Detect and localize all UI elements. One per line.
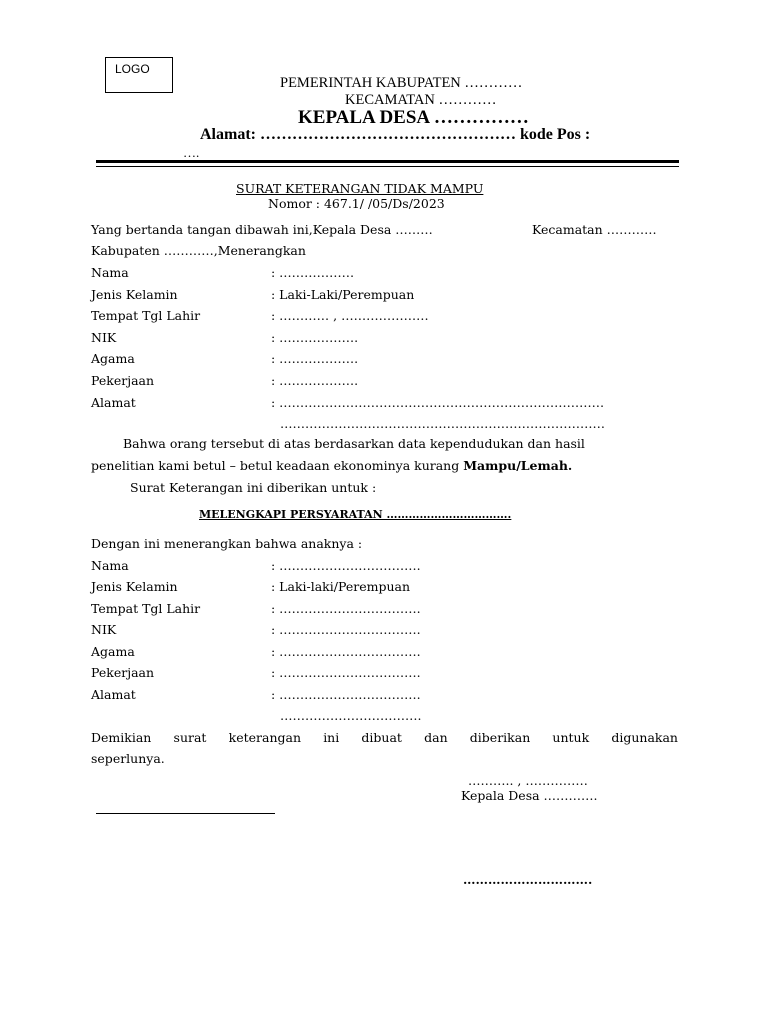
p2-value-address: : ……………………………. (271, 687, 421, 702)
p1-value-gender: : Laki-Laki/Perempuan (271, 287, 415, 302)
p1-value-birth: : ………… , ………………… (271, 308, 429, 323)
statement-line-3: Surat Keterangan ini diberikan untuk : (130, 480, 377, 495)
p2-value-job: : ……………………………. (271, 665, 421, 680)
closing-word: dan (424, 730, 448, 745)
closing-word: Demikian (91, 730, 152, 745)
p2-label-nama: Nama (91, 558, 129, 573)
p1-value-job: : ………………. (271, 373, 359, 388)
p2-label-address: Alamat (91, 687, 136, 702)
closing-word: ini (323, 730, 340, 745)
logo-text: LOGO (115, 62, 150, 76)
p2-value-nik: : ……………………………. (271, 622, 421, 637)
signature-line (96, 813, 275, 814)
p1-label-job: Pekerjaan (91, 373, 155, 388)
p2-label-gender: Jenis Kelamin (91, 579, 178, 594)
closing-word: digunakan (611, 730, 678, 745)
closing-line-1 (91, 730, 678, 745)
p1-value-nik: : ………………. (271, 330, 359, 345)
p1-value-address: : …………………………………………………………………… (271, 395, 605, 410)
p2-label-job: Pekerjaan (91, 665, 155, 680)
header-district: KECAMATAN ………… (345, 92, 497, 108)
p2-value-nama: : ……………………………. (271, 558, 421, 573)
closing-word: untuk (552, 730, 590, 745)
statement-line-2 (91, 458, 572, 473)
header-rule-thick (96, 160, 679, 163)
p1-value-religion: : ………………. (271, 351, 359, 366)
header-address: Alamat: ………………………………………… kode Pos : (200, 126, 591, 143)
header-address-cont: …. (183, 145, 200, 160)
intro-line-1a: Yang bertanda tangan dibawah ini,Kepala Desa ……… (91, 222, 433, 237)
p2-label-religion: Agama (91, 644, 135, 659)
signature-name: …………………………. (463, 872, 593, 887)
p1-label-gender: Jenis Kelamin (91, 287, 178, 302)
signature-position: Kepala Desa …………. (461, 788, 598, 803)
document-title: SURAT KETERANGAN TIDAK MAMPU (236, 181, 484, 196)
statement-line-1: Bahwa orang tersebut di atas berdasarkan data kependudukan dan hasil (123, 436, 585, 451)
purpose-heading: MELENGKAPI PERSYARATAN ……………………………. (199, 508, 512, 521)
header-rule-thin (96, 166, 679, 167)
p2-label-nik: NIK (91, 622, 117, 637)
child-intro: Dengan ini menerangkan bahwa anaknya : (91, 536, 363, 551)
signature-place-date: ……….. , …………… (468, 773, 588, 788)
intro-line-1b: Kecamatan ………… (532, 222, 657, 237)
p2-address-cont: ……………………………. (280, 708, 422, 723)
p2-value-religion: : ……………………………. (271, 644, 421, 659)
p1-value-nama: : ……………… (271, 265, 355, 280)
statement-emphasis: Mampu/Lemah. (463, 458, 573, 473)
closing-word: keterangan (228, 730, 302, 745)
closing-word: dibuat (361, 730, 402, 745)
header-government: PEMERINTAH KABUPATEN ………… (280, 75, 523, 91)
p1-address-cont: …………………………………………………………………… (280, 416, 605, 431)
p1-label-religion: Agama (91, 351, 135, 366)
p2-value-birth: : ……………………………. (271, 601, 421, 616)
closing-word: surat (173, 730, 207, 745)
document-number: Nomor : 467.1/ /05/Ds/2023 (268, 196, 445, 211)
p2-value-gender: : Laki-laki/Perempuan (271, 579, 410, 594)
intro-line-2: Kabupaten …………,Menerangkan (91, 243, 306, 258)
p1-label-birth: Tempat Tgl Lahir (91, 308, 201, 323)
p1-label-address: Alamat (91, 395, 136, 410)
closing-line-2: seperlunya. (91, 751, 165, 766)
closing-word: diberikan (469, 730, 531, 745)
statement-line-2a: penelitian kami betul – betul keadaan ekonominya kurang (91, 458, 464, 473)
logo-box (105, 57, 173, 93)
p2-label-birth: Tempat Tgl Lahir (91, 601, 201, 616)
p1-label-nama: Nama (91, 265, 129, 280)
p1-label-nik: NIK (91, 330, 117, 345)
header-village-head: KEPALA DESA …………… (298, 107, 529, 128)
